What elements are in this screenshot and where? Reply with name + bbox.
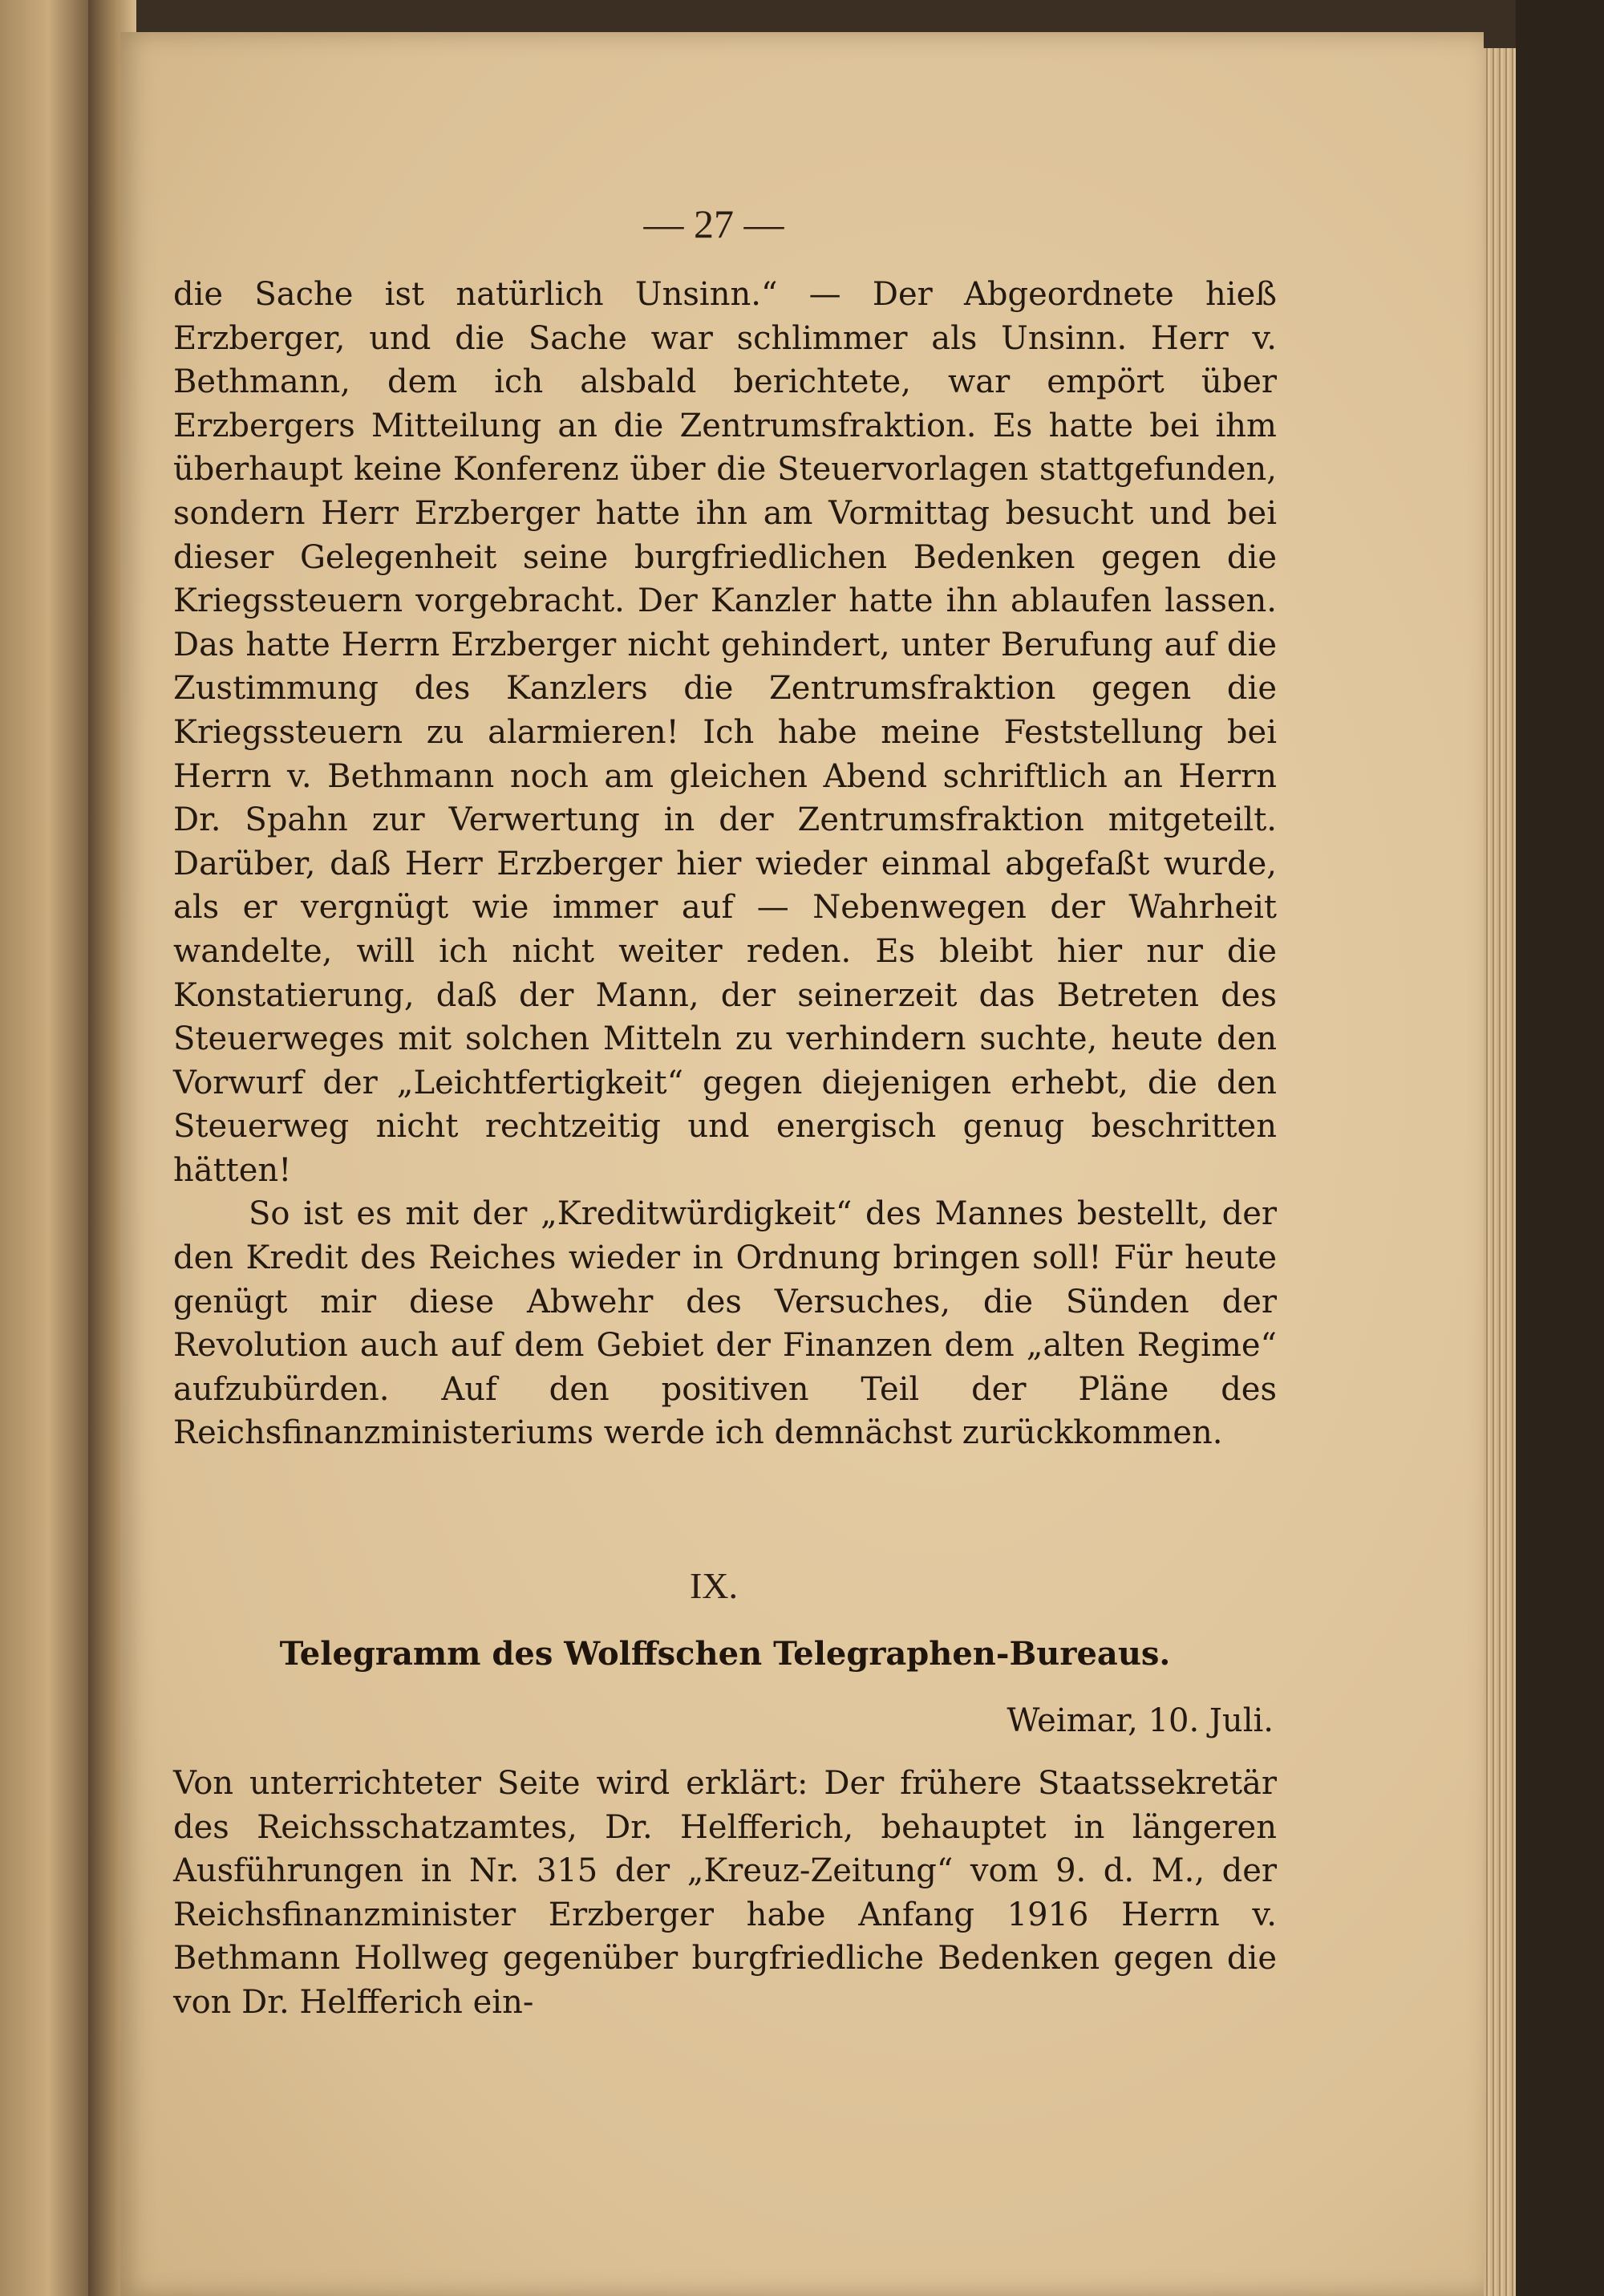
page-number: — 27 — [643, 201, 784, 246]
section-title: Telegramm des Wolffschen Telegraphen-Bureaus. [279, 1635, 1171, 1673]
main-text [173, 273, 1277, 1455]
paragraph: Von unterrichteter Seite wird erklärt: Der frühere Staatssekretär des Reichsschatzamtes, Dr. Helfferich, behauptet in längeren Ausführungen in Nr. 315 der „Kreuz-Zeitung“ vom 9. d. M., der Reichsfinanzminister Erzberger habe Anfang 1916 Herrn v. Bethmann Hollweg gegenüber burgfriedliche Bedenken gegen die von Dr. Helfferich ein- [173, 1765, 1277, 2021]
page-stack-edge [1484, 48, 1516, 2296]
background [1516, 0, 1604, 2296]
paragraph: die Sache ist natürlich Unsinn.“ — Der Abgeordnete hieß Erzberger, und die Sache war schlimmer als Unsinn. Herr v. Bethmann, dem ich alsbald berichtete, war empört über Erzbergers Mitteilung an die Zentrumsfraktion. Es hatte bei ihm überhaupt keine Konferenz über die Steuervorlagen stattgefunden, sondern Herr Erzberger hatte ihn am Vormittag besucht und bei dieser Gelegenheit seine burgfriedlichen Bedenken gegen die Kriegssteuern vorgebracht. Der Kanzler hatte ihn ablaufen lassen. Das hatte Herrn Erzberger nicht gehindert, unter Berufung auf die Zustimmung des Kanzlers die Zentrumsfraktion gegen die Kriegssteuern zu alarmieren! Ich habe meine Feststellung bei Herrn v. Bethmann noch am gleichen Abend schriftlich an Herrn Dr. Spahn zur Verwertung in der Zentrumsfraktion mitgeteilt. Darüber, daß Herr Erzberger hier wieder einmal abgefaßt wurde, als er vergnügt wie immer auf — Nebenwegen der Wahrheit wandelte, will ich nicht weiter reden. Es bleibt hier nur die Konstatierung, daß der Mann, der seinerzeit das Betreten des Steuerweges mit solchen Mitteln zu verhindern suchte, heute den Vorwurf der „Leichtfertigkeit“ gegen diejenigen erhebt, die den Steuerweg nicht rechtzeitig und energisch genug beschritten hätten! [173, 276, 1277, 1189]
section-number: IX. [689, 1565, 739, 1606]
dateline: Weimar, 10. Juli. [1007, 1702, 1274, 1739]
paragraph: So ist es mit der „Kreditwürdigkeit“ des Mannes bestellt, der den Kredit des Reiches wieder in Ordnung bringen soll! Für heute genügt mir diese Abwehr des Versuches, die Sünden der Revolution auch auf dem Gebiet der Finanzen dem „alten Regime“ aufzubürden. Auf den positiven Teil der Pläne des Reichsfinanzministeriums werde ich demnächst zurückkommen. [173, 1195, 1277, 1452]
section-text [173, 1762, 1277, 2025]
left-page-edge [0, 0, 88, 2296]
